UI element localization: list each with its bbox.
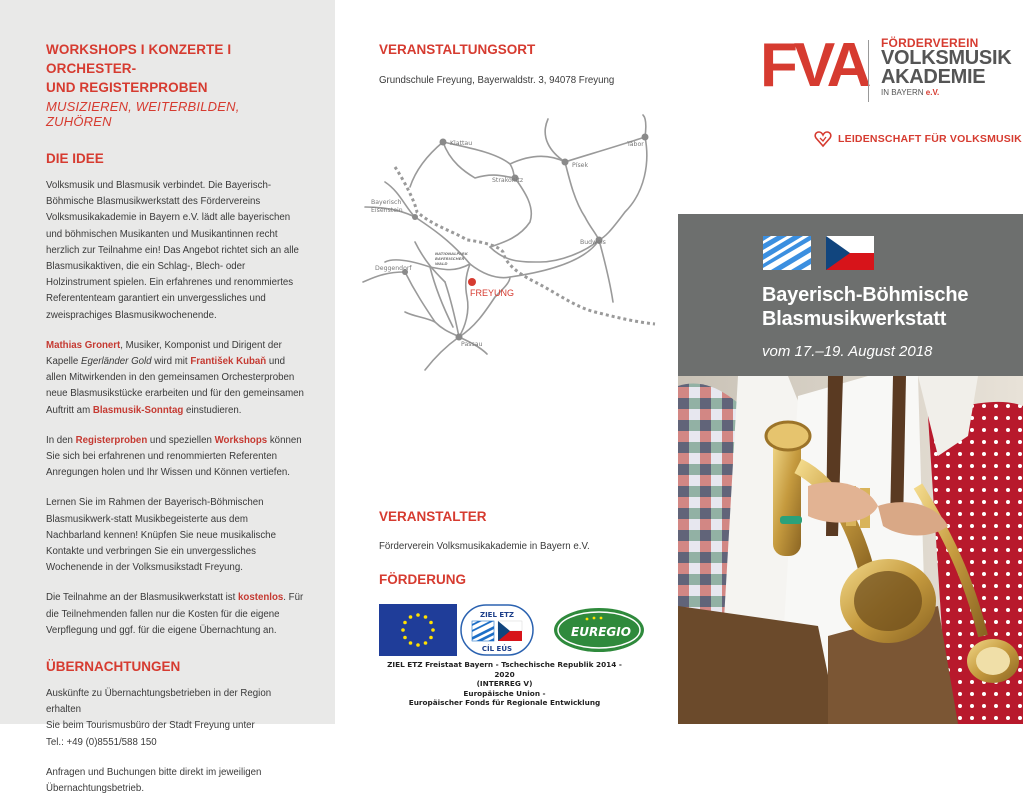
uebernachtungen-paragraph-1: Auskünfte zu Übernachtungsbetrieben in der Region erhalten Sie beim Tourismusbüro der Stadt Freyung unter Tel.: +49 (0)8551/588 150	[46, 688, 272, 748]
svg-text:EUREGIO: EUREGIO	[571, 625, 631, 639]
section-title-idee: DIE IDEE	[46, 151, 104, 166]
svg-text:BAYERISCHER: BAYERISCHER	[435, 256, 465, 261]
svg-text:Písek: Písek	[572, 162, 589, 169]
event-name: Blasmusik-Sonntag	[92, 404, 184, 416]
city-markers	[402, 134, 649, 341]
person-name: Mathias Gronert	[46, 339, 121, 351]
funding-block	[379, 572, 466, 587]
main-heading: WORKSHOPS I KONZERTE I ORCHESTER- UND REGISTERPROBEN	[46, 42, 232, 95]
svg-text:CÍL EÚS: CÍL EÚS	[481, 645, 513, 653]
section-title-veranstalter: VERANSTALTER	[379, 509, 487, 524]
svg-text:Budweis: Budweis	[580, 239, 606, 246]
ziel-etz-logo	[461, 605, 533, 655]
idee-paragraph-4: Lernen Sie im Rahmen der Bayerisch-Böhmischen Blasmusikwerk-statt Musikbegeisterte aus dem Nachbarland kennen! Knüpfen Sie neue musikalische Kontakte und verbringen Sie ein unvergessliches Wochenende in der Volksmusikstadt Freyung.	[46, 497, 276, 574]
svg-text:Passau: Passau	[461, 341, 483, 348]
event-title: Bayerisch-Böhmische Blasmusikwerkstatt	[762, 284, 969, 330]
map-labels	[371, 140, 644, 348]
event-date: vom 17.–19. August 2018	[762, 343, 933, 360]
svg-text:Eisenstein: Eisenstein	[371, 207, 403, 214]
fva-logo-text: FÖRDERVEREIN VOLKSMUSIK AKADEMIE IN BAYERN e.V.	[881, 36, 1012, 97]
subheading: MUSIZIEREN, WEITERBILDEN, ZUHÖREN	[46, 99, 240, 129]
tagline: LEIDENSCHAFT FÜR VOLKSMUSIK	[814, 130, 1022, 148]
idee-paragraph-2: Mathias Gronert, Musiker, Komponist und Dirigent der Kapelle Egerländer Gold wird mit František Kubaň und allen Mitwirkenden in den gemeinsamen Orchesterproben neue Blasmusikstücke erarbeiten und für den gemeinsamen Auftritt am Blasmusik-Sonntag einstudieren.	[46, 339, 304, 416]
organizer-block	[379, 509, 590, 555]
svg-text:NATIONALPARK: NATIONALPARK	[435, 251, 468, 256]
svg-text:ZIEL ETZ: ZIEL ETZ	[480, 611, 514, 619]
freyung-marker-icon	[468, 278, 476, 286]
svg-text:WALD: WALD	[435, 261, 448, 266]
right-panel	[678, 0, 1023, 724]
heart-icon	[814, 130, 832, 148]
organizer-name: Förderverein Volksmusikakademie in Bayern e.V.	[379, 541, 590, 552]
border-line	[395, 167, 655, 324]
eu-flag-icon	[379, 604, 457, 656]
euregio-logo	[554, 608, 644, 652]
idee-paragraph-5: Die Teilnahme an der Blasmusikwerkstatt ist kostenlos. Für die Teilnehmenden fallen nur die Kosten für die eigene Verpflegung und ggf. für die eigene Übernachtung an.	[46, 592, 304, 636]
uebernachtungen-paragraph-2: Anfragen und Buchungen bitte direkt im jeweiligen Übernachtungsbetrieb.	[46, 766, 262, 795]
section-title-foerderung: FÖRDERUNG	[379, 572, 466, 587]
czech-flag-icon	[826, 236, 874, 270]
svg-text:Strakonitz: Strakonitz	[492, 177, 524, 184]
venue-address: Grundschule Freyung, Bayerwaldstr. 3, 94078 Freyung	[379, 75, 615, 86]
musicians-photo	[678, 376, 1023, 724]
freyung-label: FREYUNG	[470, 288, 515, 298]
person-name: František Kubaň	[190, 356, 267, 368]
svg-text:Tábor: Tábor	[627, 141, 644, 148]
nationalpark-label	[435, 251, 469, 266]
svg-text:Klattau: Klattau	[450, 140, 473, 147]
location-map	[355, 112, 673, 382]
bavaria-flag-icon	[763, 236, 811, 270]
fva-logo	[760, 31, 868, 100]
funding-logos	[379, 604, 649, 656]
fva-logo-letters: FVA	[760, 31, 868, 100]
svg-text:Deggendorf: Deggendorf	[375, 265, 412, 272]
section-title-uebernachtungen: ÜBERNACHTUNGEN	[46, 659, 181, 675]
section-title-veranstaltungsort: VERANSTALTUNGSORT	[379, 42, 536, 57]
funding-caption: ZIEL ETZ Freistaat Bayern - Tschechische Republik 2014 - 2020 (INTERREG V) Europäische Union - Europäischer Fonds für Regionale Entwicklung	[387, 660, 622, 708]
idee-paragraph-1: Volksmusik und Blasmusik verbindet. Die Bayerisch-Böhmische Blasmusikwerkstatt des Fördervereins Volksmusikakademie in Bayern e.V. lädt alle bayerischen und böhmischen Musikanten und Musikantinnen recht herzlich zur Teilnahme ein! Das Angebot richtet sich an alle Blasmusikaktiven, die ein Schlag-, Blech- oder Holzinstrument spielen. Ein erfahrenes und renommiertes Referententeam garantiert ein unvergessliches und zweisprachiges Blasmusikwochenende.	[46, 180, 299, 321]
logo-divider	[868, 40, 869, 102]
band-name: Egerländer Gold	[81, 356, 152, 368]
left-panel	[0, 0, 335, 795]
svg-text:Bayerisch: Bayerisch	[371, 199, 402, 206]
idee-paragraph-3: In den Registerproben und speziellen Workshops können Sie sich bei erfahrenen und renommierten Referenten Anregungen holen und Ihr Wissen und Können vertiefen.	[46, 434, 302, 479]
